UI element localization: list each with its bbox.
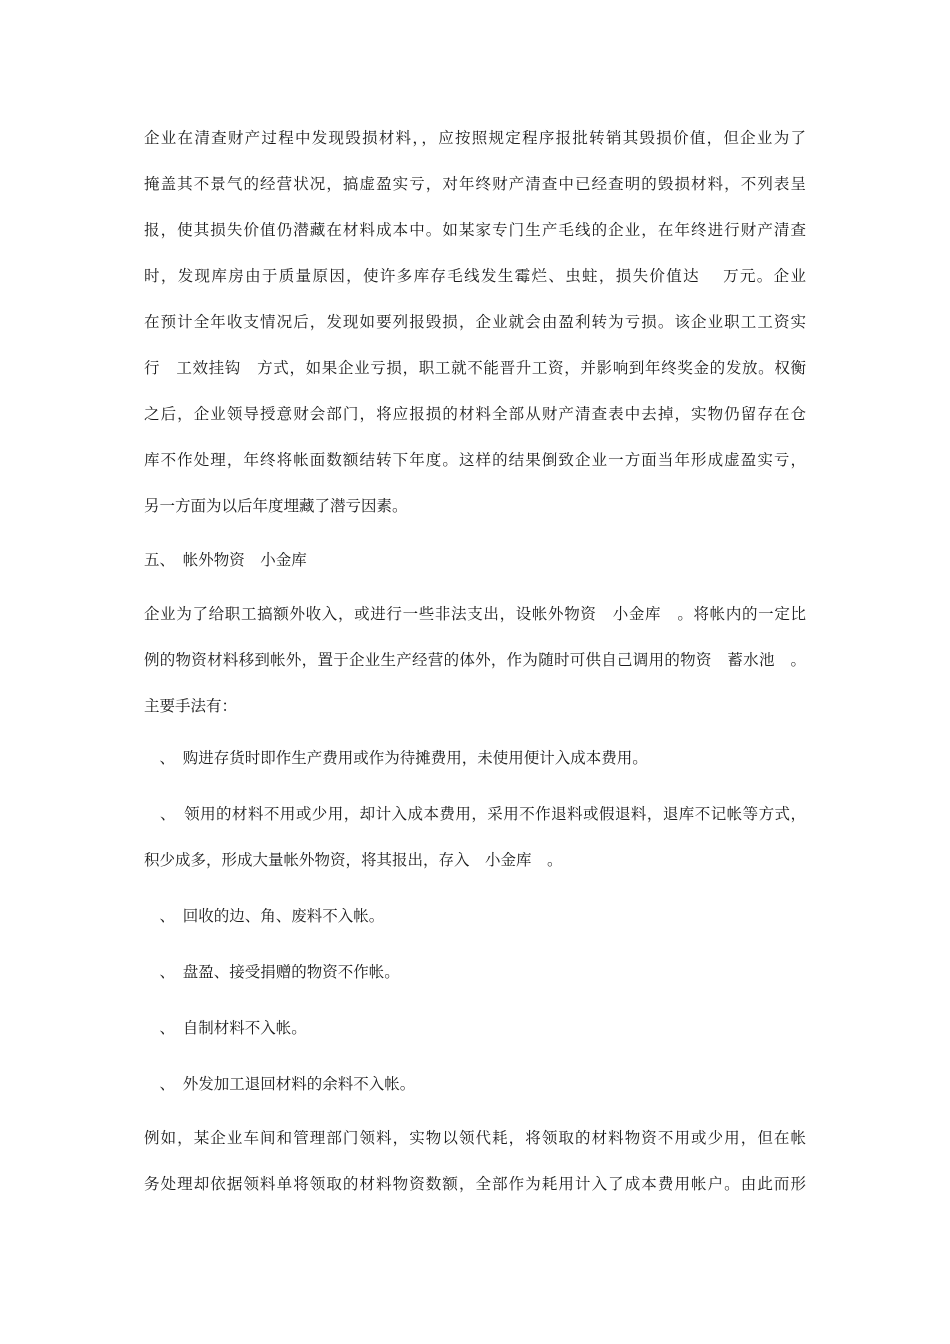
paragraph-1-line-5: 在预计全年收支情况后，发现如要列报毁损，企业就会由盈利转为亏损。该企业职工工资实 bbox=[144, 313, 806, 331]
paragraph-1-line-6: 行 工效挂钩 方式，如果企业亏损，职工就不能晋升工资，并影响到年终奖金的发放。权衡 bbox=[144, 359, 806, 377]
paragraph-3-line-2: 例的物资材料移到帐外，置于企业生产经营的体外，作为随时可供自己调用的物资 蓄水池 。 bbox=[144, 651, 806, 669]
paragraph-3-line-3: 主要手法有： bbox=[144, 697, 238, 715]
paragraph-3-line-1: 企业为了给职工搞额外收入，或进行一些非法支出，设帐外物资 小金库 。将帐内的一定比 bbox=[144, 605, 806, 623]
paragraph-1-line-1: 企业在清查财产过程中发现毁损材料，，应按照规定程序报批转销其毁损价值，但企业为了 bbox=[144, 129, 806, 147]
list-item-1: 、 购进存货时即作生产费用或作为待摊费用，未使用便计入成本费用。 bbox=[144, 749, 648, 767]
list-item-2-line-1: 、 领用的材料不用或少用，却计入成本费用，采用不作退料或假退料，退库不记帐等方式， bbox=[144, 805, 806, 823]
paragraph-1-line-8: 库不作处理，年终将帐面数额结转下年度。这样的结果倒致企业一方面当年形成虚盈实亏， bbox=[144, 451, 806, 469]
paragraph-final-line-1: 例如，某企业车间和管理部门领料，实物以领代耗，将领取的材料物资不用或少用，但在帐 bbox=[144, 1129, 806, 1147]
paragraph-1-line-3: 报，使其损失价值仍潜藏在材料成本中。如某家专门生产毛线的企业，在年终进行财产清查 bbox=[144, 221, 806, 239]
list-item-6: 、 外发加工退回材料的余料不入帐。 bbox=[144, 1075, 416, 1093]
list-item-5: 、 自制材料不入帐。 bbox=[144, 1019, 307, 1037]
paragraph-1-line-4: 时，发现库房由于质量原因，使许多库存毛线发生霉烂、虫蛀，损失价值达 万元。企业 bbox=[144, 267, 806, 285]
paragraph-1-line-7: 之后，企业领导授意财会部门，将应报损的材料全部从财产清查表中去掉，实物仍留存在仓 bbox=[144, 405, 806, 423]
list-item-3: 、 回收的边、角、废料不入帐。 bbox=[144, 907, 385, 925]
paragraph-final-line-2: 务处理却依据领料单将领取的材料物资数额，全部作为耗用计入了成本费用帐户。由此而形 bbox=[144, 1175, 806, 1193]
list-item-4: 、 盘盈、接受捐赠的物资不作帐。 bbox=[144, 963, 400, 981]
list-item-2-line-2: 积少成多，形成大量帐外物资，将其报出，存入 小金库 。 bbox=[144, 851, 563, 869]
paragraph-1-line-9: 另一方面为以后年度埋藏了潜亏因素。 bbox=[144, 497, 408, 515]
paragraph-1-line-2: 掩盖其不景气的经营状况，搞虚盈实亏，对年终财产清查中已经查明的毁损材料，不列表呈 bbox=[144, 175, 806, 193]
section-heading: 五、 帐外物资 小金库 bbox=[144, 551, 307, 569]
